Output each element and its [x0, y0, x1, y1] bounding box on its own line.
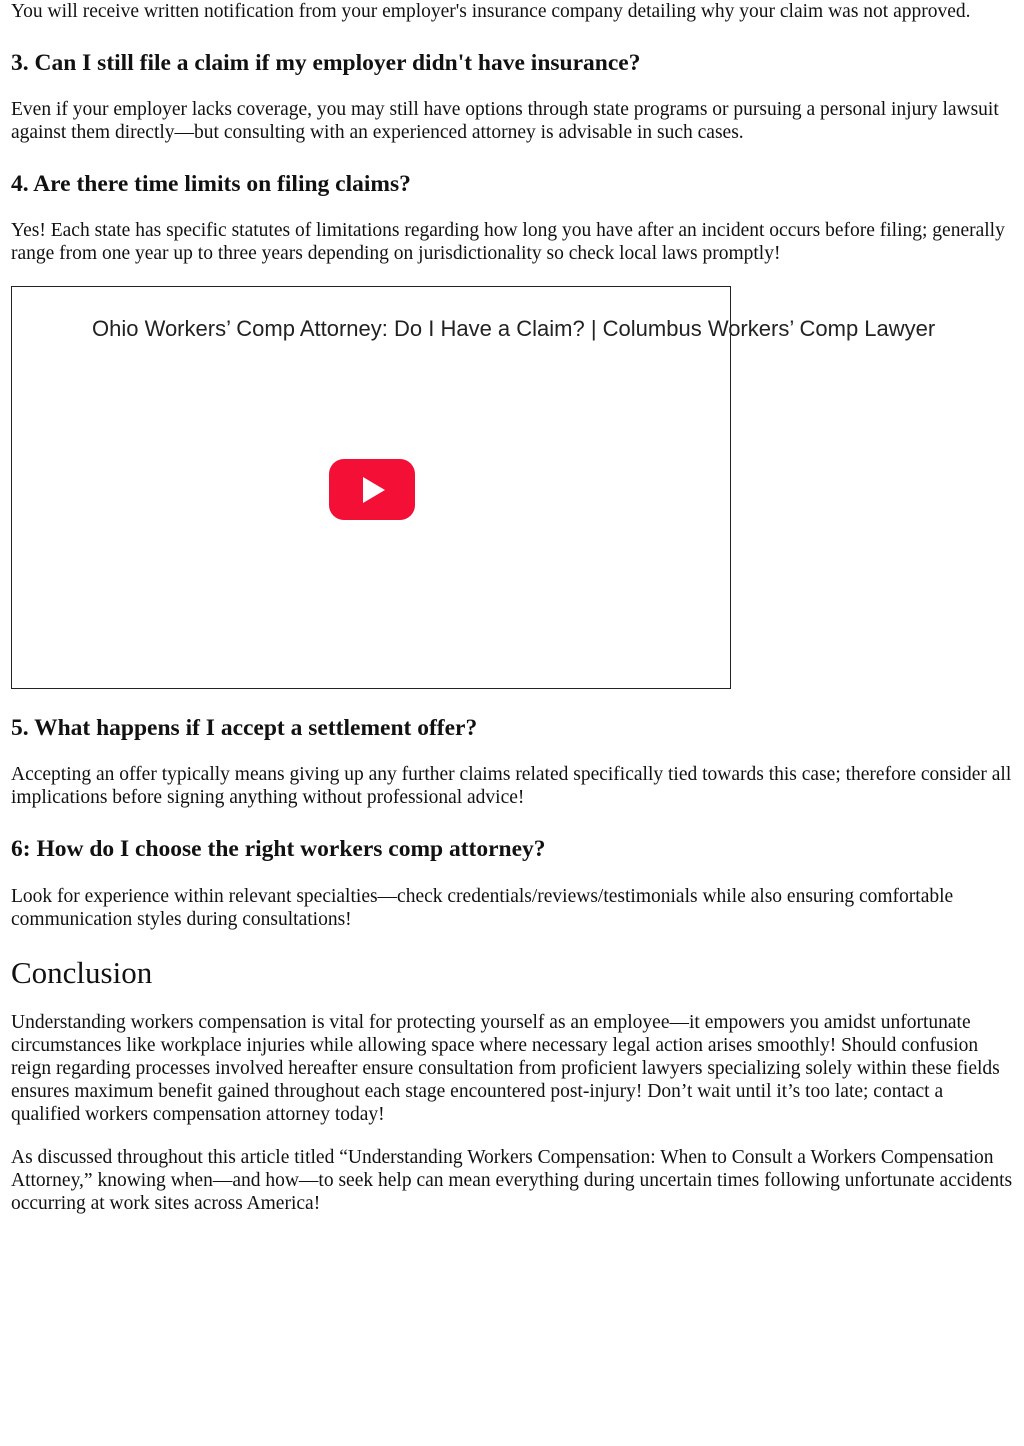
play-triangle-icon	[363, 477, 385, 503]
faq-question-4: 4. Are there time limits on filing claims?	[11, 171, 411, 197]
faq-answer-4: Yes! Each state has specific statutes of limitations regarding how long you have after an incident occurs before filing; generally range from one year up to three years depending on jurisdictionality so check local laws promptly!	[11, 220, 1005, 264]
faq-answer-6: Look for experience within relevant specialties—check credentials/reviews/testimonials while also ensuring comfortable communication styles during consultations!	[11, 886, 954, 930]
video-embed[interactable]	[11, 286, 936, 689]
conclusion-paragraph-2: As discussed throughout this article titled “Understanding Workers Compensation: When to Consult a Workers Compensation Attorney,” knowing when—and how—to seek help can mean everything during uncertain times following unfortunate accidents occurring at work sites across America!	[11, 1147, 1013, 1214]
faq-question-6: 6: How do I choose the right workers comp attorney?	[11, 836, 546, 862]
intro-paragraph: You will receive written notification from your employer's insurance company detailing why your claim was not approved.	[11, 1, 971, 22]
faq-answer-5: Accepting an offer typically means giving up any further claims related specifically tied towards this case; therefore consider all implications before signing anything without professional advice!	[11, 764, 1012, 808]
youtube-play-icon[interactable]	[329, 459, 415, 520]
video-title-link[interactable]: Ohio Workers’ Comp Attorney: Do I Have a Claim? | Columbus Workers’ Comp Lawyer	[92, 316, 936, 341]
faq-question-5: 5. What happens if I accept a settlement offer?	[11, 715, 478, 741]
conclusion-heading: Conclusion	[11, 955, 153, 990]
conclusion-paragraph-1: Understanding workers compensation is vital for protecting yourself as an employee—it empowers you amidst unfortunate circumstances like workplace injuries while allowing space where necessary legal action arises smoothly! Should confusion reign regarding processes involved hereafter ensure consultation from proficient lawyers specializing solely within these fields ensures maximum benefit gained throughout each stage encountered post-injury! Don’t wait until it’s too late; contact a qualified workers compensation attorney today!	[11, 1012, 1000, 1125]
faq-answer-3: Even if your employer lacks coverage, you may still have options through state programs or pursuing a personal injury lawsuit against them directly—but consulting with an experienced attorney is advisable in such cases.	[11, 99, 999, 143]
faq-question-3: 3. Can I still file a claim if my employer didn't have insurance?	[11, 50, 641, 76]
